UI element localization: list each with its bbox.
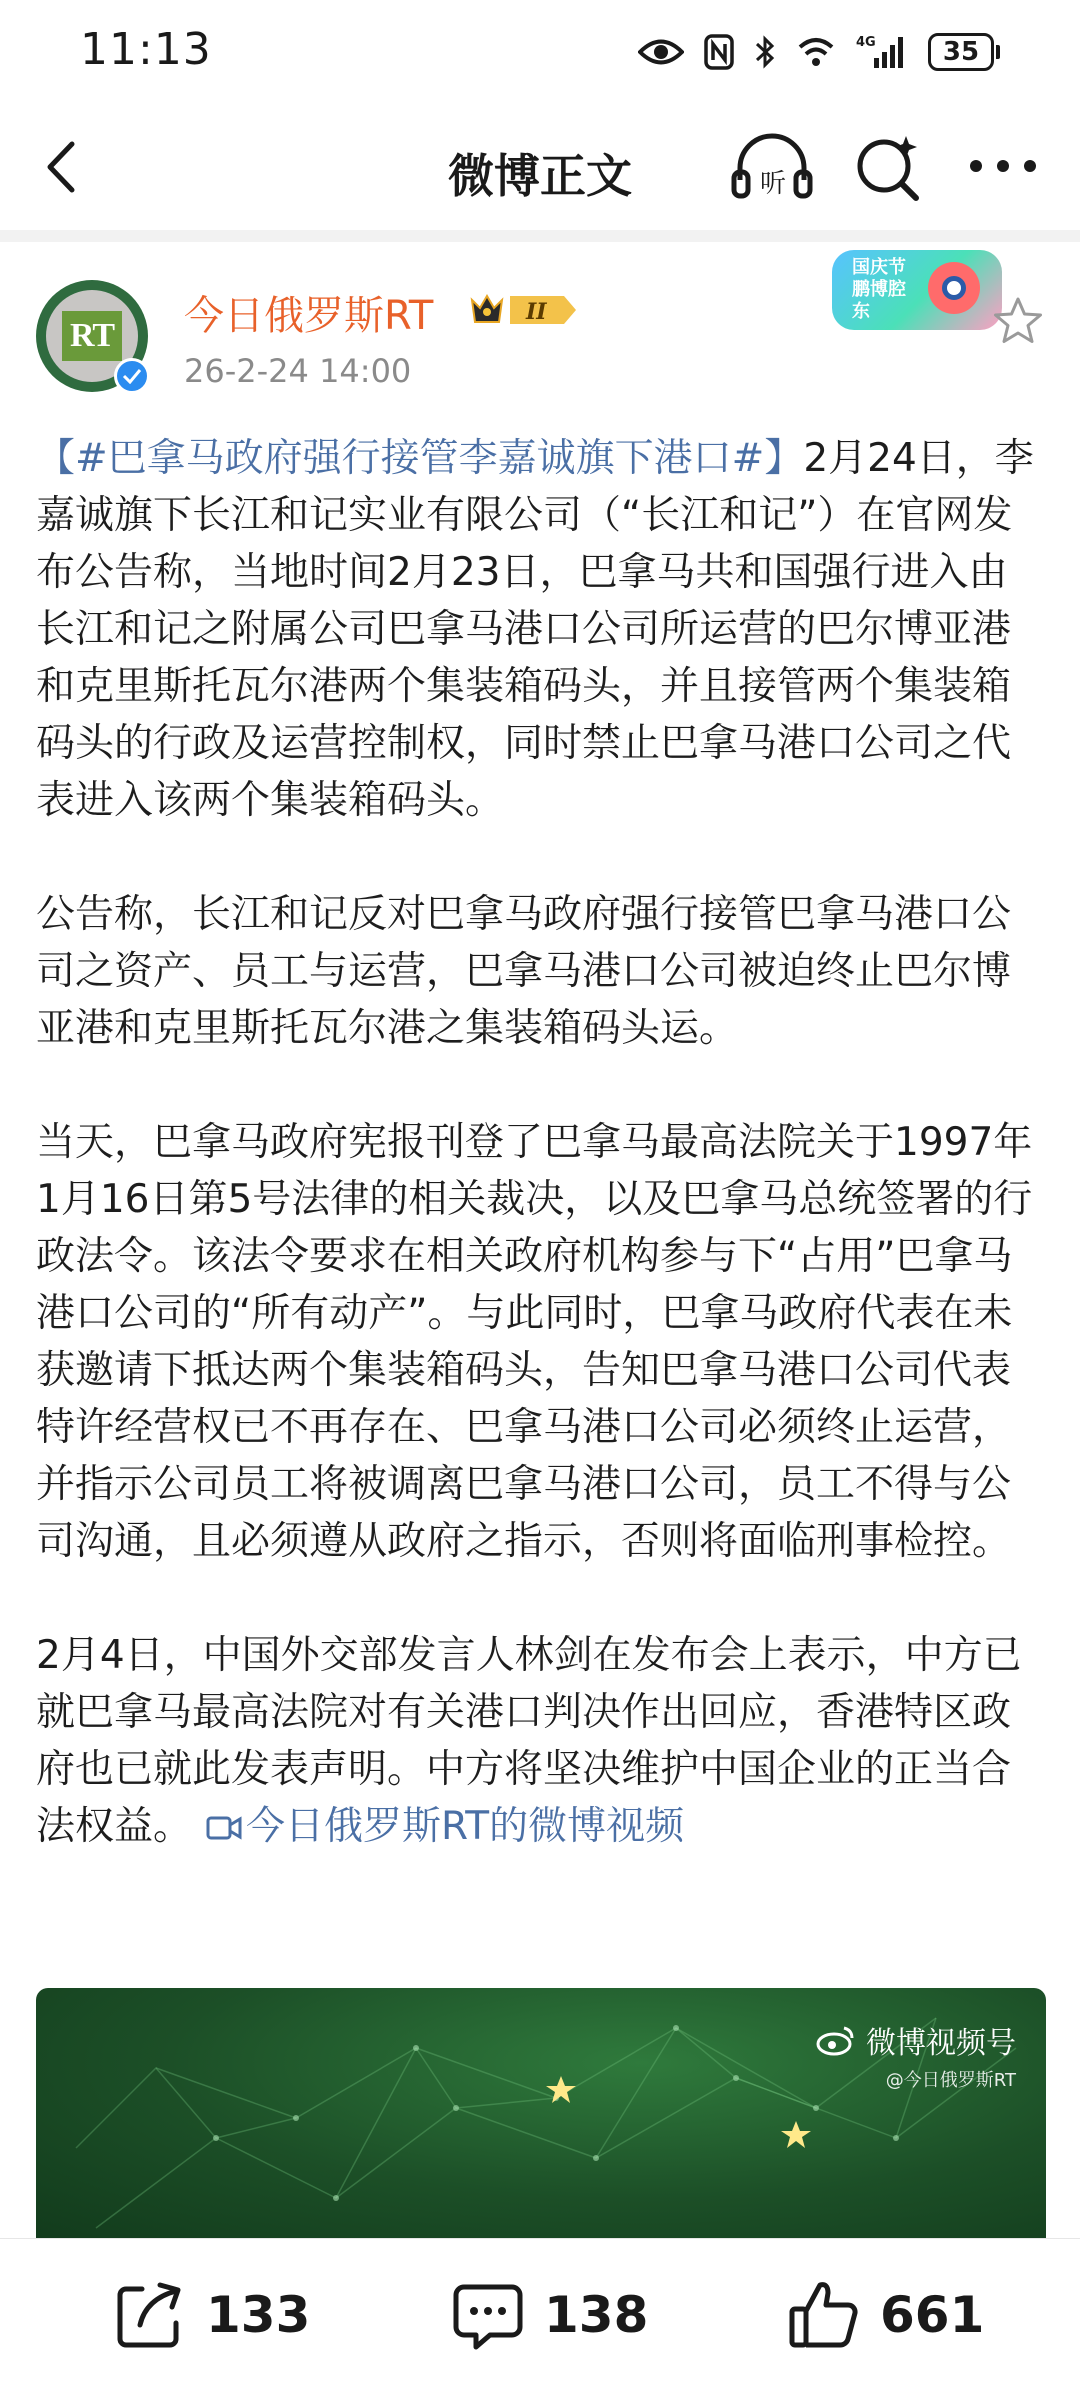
post-timestamp: 26-2-24 14:00 [184, 352, 412, 390]
nfc-icon [704, 34, 734, 70]
repost-count: 133 [206, 2286, 311, 2344]
video-watermark-sub: @今日俄罗斯RT [885, 2070, 1016, 2091]
battery-icon [928, 33, 1000, 71]
svg-text:听: 听 [760, 169, 787, 199]
vip-crown-badge-icon[interactable] [468, 290, 580, 330]
page-title: 微博正文 [448, 149, 632, 203]
more-options-icon[interactable] [966, 154, 1040, 178]
post-paragraph: 当天，巴拿马政府宪报刊登了巴拿马最高法院关于1997年1月16日第5号法律的相关裁决，以及巴拿马总统签署的行政法令。该法令要求在相关政府机构参与下“占用”巴拿马港口公司的“所有动产”。与此同时，巴拿马政府代表在未获邀请下抵达两个集装箱码头，告知巴拿马港口公司代表特许经营权已不再存在、巴拿马港口公司必须终止运营，并指示公司员工将被调离巴拿马港口公司，员工不得与公司沟通，且必须遵从政府之指示，否则将面临刑事检控。 [36, 1120, 1033, 1564]
like-button[interactable] [786, 2277, 984, 2353]
battery-level: 35 [928, 33, 994, 71]
avatar-logo-text: RT [62, 311, 122, 361]
weibo-logo-icon [816, 2024, 856, 2056]
comment-count: 138 [544, 2286, 649, 2344]
like-count: 661 [880, 2286, 985, 2344]
author-name[interactable]: 今日俄罗斯RT [184, 293, 434, 339]
video-link[interactable]: 今日俄罗斯RT的微博视频 [246, 1804, 685, 1849]
vip-level: II [526, 299, 547, 325]
thumbs-up-icon [786, 2277, 862, 2353]
search-icon[interactable] [852, 132, 924, 204]
nav-separator [0, 230, 1080, 242]
video-player[interactable] [36, 1988, 1046, 2238]
status-bar [0, 0, 1080, 104]
video-camera-icon [206, 1814, 242, 1842]
hashtag-link[interactable]: 【#巴拿马政府强行接管李嘉诚旗下港口#】 [36, 436, 804, 481]
post-paragraph: 【#巴拿马政府强行接管李嘉诚旗下港口#】2月24日，李嘉诚旗下长江和记实业有限公司（“长江和记”）在官网发布公告称，当地时间2月23日，巴拿马共和国强行进入由长江和记之附属公司巴拿马港口公司所运营的巴尔博亚港和克里斯托瓦尔港两个集装箱码头，并且接管两个集装箱码头的行政及运营控制权，同时禁止巴拿马港口公司之代表进入该两个集装箱码头。 [36, 436, 1034, 823]
comment-icon [450, 2277, 526, 2353]
repost-icon [112, 2277, 188, 2353]
verified-icon [114, 358, 150, 394]
post-paragraph: 2月4日，中国外交部发言人林剑在发布会上表示，中方已就巴拿马最高法院对有关港口判决作出回应，香港特区政府也已就此发表声明。中方将坚决维护中国企业的正当合法权益。 今日俄罗斯RT的微博视频 [36, 1633, 1022, 1849]
favorite-star-icon[interactable] [992, 296, 1044, 346]
wifi-icon [796, 35, 836, 69]
video-watermark [816, 2018, 1016, 2092]
comment-button[interactable] [450, 2277, 648, 2353]
post-paragraph: 公告称，长江和记反对巴拿马政府强行接管巴拿马港口公司之资产、员工与运营，巴拿马港口公司被迫终止巴尔博亚港和克里斯托瓦尔港之集装箱码头运。 [36, 892, 1012, 1051]
video-watermark-title: 微博视频号 [866, 2026, 1016, 2061]
repost-button[interactable] [112, 2277, 310, 2353]
bottom-action-bar [0, 2238, 1080, 2390]
bluetooth-icon [754, 34, 776, 70]
nav-bar [0, 104, 1080, 230]
listen-icon[interactable] [730, 130, 814, 204]
post-body [36, 430, 1046, 1912]
eye-icon [638, 37, 684, 67]
festival-badge-text: 国庆节 鹏博腔东 [852, 257, 906, 322]
festival-badge[interactable] [832, 250, 1002, 330]
svg-text:4G: 4G [856, 35, 876, 50]
status-time: 11:13 [80, 24, 212, 75]
status-icons [638, 30, 1000, 74]
signal-icon [856, 34, 908, 70]
